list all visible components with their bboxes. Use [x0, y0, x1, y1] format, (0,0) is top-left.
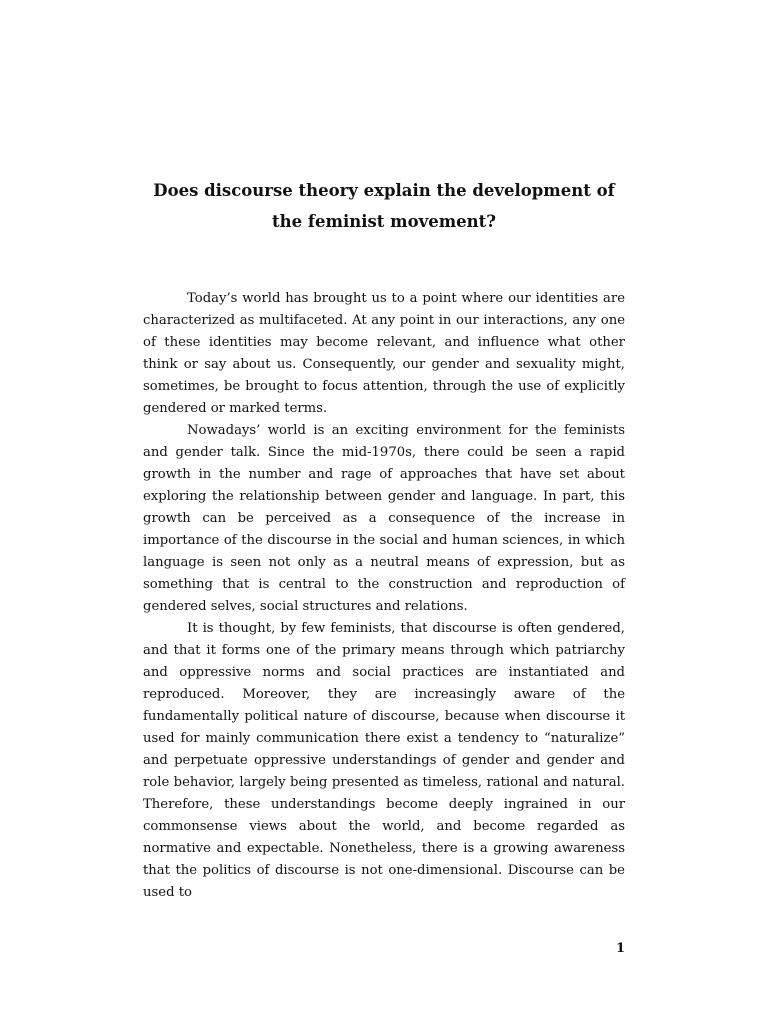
- page-number: 1: [615, 941, 625, 956]
- document-title: Does discourse theory explain the development of the feminist movement?: [153, 181, 615, 231]
- paragraph-3: It is thought, by few feminists, that discourse is often gendered, and that it forms one of the primary means through which patriarchy and oppressive norms and social practices are instantiated and reproduced. Moreover, they are increasingly aware of the fundamentally political nature of discourse, because when discourse it used for mainly communication there exist a tendency to “naturalize” and perpetuate oppressive understandings of gender and gender and role behavior, largely being presented as timeless, rational and natural. Therefore, these understandings become deeply ingrained in our commonsense views about the world, and become regarded as normative and expectable. Nonetheless, there is a growing awareness that the politics of discourse is not one-dimensional. Discourse can be used to: [143, 621, 625, 900]
- paragraph-1: Today’s world has brought us to a point where our identities are characterized as multifaceted. At any point in our interactions, any one of these identities may become relevant, and influence what other think or say about us. Consequently, our gender and sexuality might, sometimes, be brought to focus attention, through the use of explicitly gendered or marked terms.: [143, 291, 625, 416]
- document-body: [143, 288, 625, 904]
- paragraph-2: Nowadays’ world is an exciting environment for the feminists and gender talk. Since the mid-1970s, there could be seen a rapid growth in the number and rage of approaches that have set about exploring the relationship between gender and language. In part, this growth can be perceived as a consequence of the increase in importance of the discourse in the social and human sciences, in which language is seen not only as a neutral means of expression, but as something that is central to the construction and reproduction of gendered selves, social structures and relations.: [143, 423, 625, 614]
